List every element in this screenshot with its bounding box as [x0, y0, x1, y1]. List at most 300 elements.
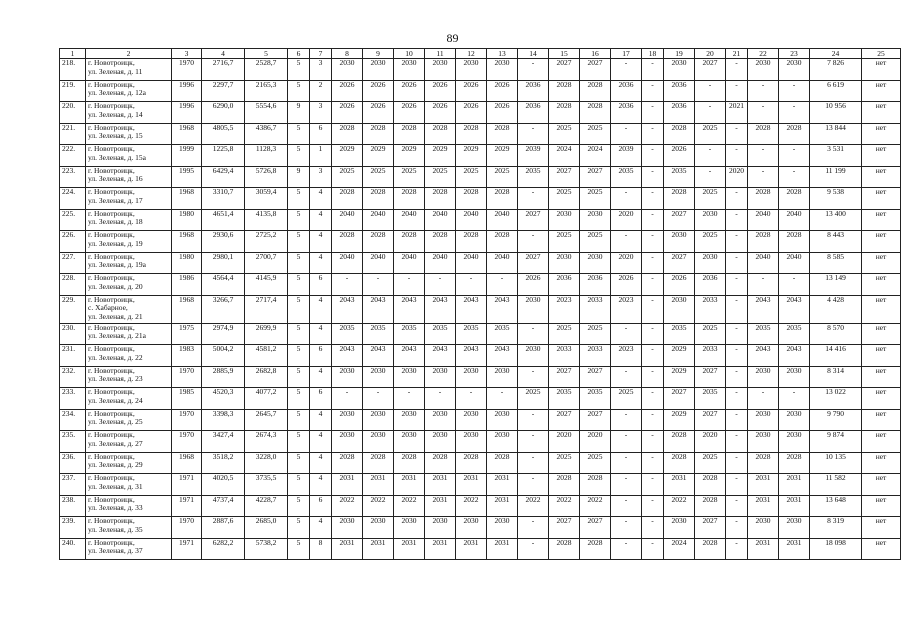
table-cell: 2030: [456, 409, 487, 431]
address-cell: г. Новотроицк, ул. Зеленая, д. 31: [86, 474, 172, 496]
table-cell: 2026: [518, 274, 549, 296]
table-cell: 9 874: [810, 431, 862, 453]
row-number-cell: 233.: [60, 388, 86, 410]
table-cell: -: [611, 323, 642, 345]
table-cell: 2030: [748, 409, 779, 431]
table-cell: 2028: [748, 188, 779, 210]
table-cell: -: [726, 295, 748, 323]
column-number: 23: [779, 49, 810, 59]
table-cell: 5: [288, 431, 310, 453]
table-cell: 1970: [172, 59, 202, 81]
table-cell: 2025: [695, 231, 726, 253]
address-cell: г. Новотроицк, ул. Зеленая, д. 12а: [86, 80, 172, 102]
address-cell: г. Новотроицк, ул. Зеленая, д. 17: [86, 188, 172, 210]
table-cell: 2026: [332, 80, 363, 102]
row-number-cell: 234.: [60, 409, 86, 431]
table-cell: 2025: [580, 123, 611, 145]
table-cell: нет: [862, 388, 901, 410]
table-cell: 2030: [664, 59, 695, 81]
table-cell: 2023: [611, 345, 642, 367]
table-cell: 4: [310, 474, 332, 496]
table-cell: нет: [862, 166, 901, 188]
table-cell: 2030: [518, 345, 549, 367]
table-cell: 2028: [332, 452, 363, 474]
table-cell: 2029: [456, 145, 487, 167]
row-number-cell: 218.: [60, 59, 86, 81]
table-cell: 5: [288, 123, 310, 145]
table-cell: 2036: [518, 102, 549, 124]
table-row: [60, 431, 901, 453]
row-number-cell: 228.: [60, 274, 86, 296]
table-cell: нет: [862, 452, 901, 474]
table-cell: 5: [288, 452, 310, 474]
address-cell: г. Новотроицк, ул. Зеленая, д. 21а: [86, 323, 172, 345]
table-cell: 4: [310, 517, 332, 539]
table-cell: 2025: [549, 231, 580, 253]
table-cell: 4: [310, 323, 332, 345]
address-cell: г. Новотроицк, ул. Зеленая, д. 29: [86, 452, 172, 474]
table-cell: 2030: [394, 409, 425, 431]
table-cell: 2297,7: [202, 80, 245, 102]
table-cell: нет: [862, 102, 901, 124]
table-cell: 2717,4: [245, 295, 288, 323]
table-cell: 2030: [487, 431, 518, 453]
table-cell: 7 826: [810, 59, 862, 81]
table-cell: 2025: [425, 166, 456, 188]
table-cell: 2030: [695, 209, 726, 231]
table-cell: 18 098: [810, 538, 862, 560]
table-cell: 2028: [425, 452, 456, 474]
table-cell: -: [779, 80, 810, 102]
column-number: 11: [425, 49, 456, 59]
address-cell: г. Новотроицк, ул. Зеленая, д. 15а: [86, 145, 172, 167]
table-cell: -: [518, 538, 549, 560]
table-cell: -: [487, 388, 518, 410]
table-cell: 2027: [549, 517, 580, 539]
table-cell: 2030: [456, 431, 487, 453]
table-cell: -: [642, 188, 664, 210]
table-cell: -: [726, 231, 748, 253]
table-cell: 2030: [363, 59, 394, 81]
table-cell: 4145,9: [245, 274, 288, 296]
address-cell: г. Новотроицк, с. Хабарное, ул. Зеленая, д. 21: [86, 295, 172, 323]
table-cell: 2020: [695, 431, 726, 453]
table-cell: -: [518, 452, 549, 474]
table-cell: -: [518, 474, 549, 496]
table-cell: 2030: [518, 295, 549, 323]
table-cell: 2030: [363, 409, 394, 431]
table-cell: 2029: [664, 366, 695, 388]
table-cell: -: [642, 452, 664, 474]
table-cell: 2028: [549, 538, 580, 560]
table-cell: 5: [288, 409, 310, 431]
table-cell: нет: [862, 59, 901, 81]
row-number-cell: 223.: [60, 166, 86, 188]
table-cell: -: [748, 388, 779, 410]
table-row: [60, 209, 901, 231]
table-cell: 4: [310, 366, 332, 388]
table-cell: -: [611, 59, 642, 81]
table-cell: 2028: [487, 188, 518, 210]
table-cell: 2028: [332, 231, 363, 253]
table-cell: 2025: [487, 166, 518, 188]
table-cell: -: [425, 274, 456, 296]
table-cell: 3735,5: [245, 474, 288, 496]
table-row: [60, 274, 901, 296]
table-cell: 2028: [664, 452, 695, 474]
table-cell: 4: [310, 188, 332, 210]
table-cell: 2026: [363, 80, 394, 102]
table-cell: -: [642, 166, 664, 188]
table-cell: 2028: [779, 452, 810, 474]
table-cell: 2030: [695, 252, 726, 274]
table-cell: 13 149: [810, 274, 862, 296]
table-cell: 3427,4: [202, 431, 245, 453]
column-number: 2: [86, 49, 172, 59]
table-cell: 2031: [363, 474, 394, 496]
table-cell: -: [748, 166, 779, 188]
housing-table: [59, 48, 901, 560]
table-cell: 2025: [695, 123, 726, 145]
table-cell: 2030: [394, 366, 425, 388]
table-row: [60, 59, 901, 81]
row-number-cell: 232.: [60, 366, 86, 388]
table-cell: 2043: [748, 345, 779, 367]
table-cell: 2028: [394, 123, 425, 145]
table-cell: -: [611, 409, 642, 431]
table-cell: -: [518, 431, 549, 453]
table-cell: 2030: [664, 231, 695, 253]
table-cell: 2036: [664, 102, 695, 124]
table-cell: 2029: [425, 145, 456, 167]
table-cell: 13 844: [810, 123, 862, 145]
table-cell: -: [642, 538, 664, 560]
table-cell: 2043: [425, 295, 456, 323]
table-cell: 2030: [425, 366, 456, 388]
table-cell: 2020: [611, 252, 642, 274]
table-cell: 2031: [425, 495, 456, 517]
table-cell: 2035: [518, 166, 549, 188]
table-cell: -: [726, 452, 748, 474]
table-cell: 8 585: [810, 252, 862, 274]
table-cell: -: [456, 274, 487, 296]
table-cell: 2031: [487, 495, 518, 517]
address-cell: г. Новотроицк, ул. Зеленая, д. 19: [86, 231, 172, 253]
table-cell: 2027: [664, 209, 695, 231]
table-cell: 3059,4: [245, 188, 288, 210]
table-cell: 2031: [332, 538, 363, 560]
address-cell: г. Новотроицк, ул. Зеленая, д. 22: [86, 345, 172, 367]
table-cell: -: [642, 102, 664, 124]
table-cell: 8: [310, 538, 332, 560]
table-cell: 2025: [363, 166, 394, 188]
table-cell: 2028: [363, 188, 394, 210]
table-row: [60, 474, 901, 496]
table-cell: 4 428: [810, 295, 862, 323]
table-cell: 2028: [580, 80, 611, 102]
table-cell: 9: [288, 102, 310, 124]
table-cell: 5: [288, 59, 310, 81]
row-number-cell: 238.: [60, 495, 86, 517]
table-cell: 13 400: [810, 209, 862, 231]
table-cell: -: [726, 517, 748, 539]
table-cell: 2024: [664, 538, 695, 560]
table-cell: 2024: [580, 145, 611, 167]
table-cell: 2031: [394, 474, 425, 496]
table-cell: 2028: [580, 102, 611, 124]
column-number: 16: [580, 49, 611, 59]
table-cell: 3: [310, 59, 332, 81]
address-cell: г. Новотроицк, ул. Зеленая, д. 11: [86, 59, 172, 81]
table-cell: 2027: [549, 366, 580, 388]
table-row: [60, 145, 901, 167]
table-cell: 2036: [664, 80, 695, 102]
table-cell: -: [726, 431, 748, 453]
table-cell: 2035: [748, 323, 779, 345]
column-number: 3: [172, 49, 202, 59]
table-cell: 2725,2: [245, 231, 288, 253]
table-cell: 4: [310, 252, 332, 274]
table-cell: 2030: [779, 59, 810, 81]
table-cell: 2030: [580, 209, 611, 231]
table-cell: -: [748, 145, 779, 167]
table-cell: 3228,0: [245, 452, 288, 474]
table-cell: 2030: [779, 517, 810, 539]
table-cell: 2029: [487, 145, 518, 167]
table-cell: 2023: [611, 295, 642, 323]
table-cell: 9: [288, 166, 310, 188]
address-cell: г. Новотроицк, ул. Зеленая, д. 18: [86, 209, 172, 231]
table-cell: нет: [862, 366, 901, 388]
table-cell: 2030: [779, 409, 810, 431]
table-cell: 2028: [363, 452, 394, 474]
table-cell: 2025: [549, 123, 580, 145]
table-cell: 3310,7: [202, 188, 245, 210]
table-cell: 2022: [664, 495, 695, 517]
column-number: 14: [518, 49, 549, 59]
table-cell: 2027: [518, 209, 549, 231]
table-cell: 1968: [172, 452, 202, 474]
table-cell: 2027: [695, 366, 726, 388]
table-cell: 2025: [695, 188, 726, 210]
table-cell: 2030: [332, 409, 363, 431]
table-cell: 14 416: [810, 345, 862, 367]
table-cell: 2028: [425, 123, 456, 145]
table-cell: -: [726, 80, 748, 102]
table-cell: 2043: [779, 295, 810, 323]
table-cell: 2027: [580, 517, 611, 539]
table-cell: 2030: [425, 431, 456, 453]
table-cell: -: [748, 102, 779, 124]
table-cell: 1980: [172, 209, 202, 231]
table-cell: 3266,7: [202, 295, 245, 323]
table-cell: 5: [288, 295, 310, 323]
table-cell: -: [642, 345, 664, 367]
table-cell: 2030: [332, 366, 363, 388]
table-cell: 4805,5: [202, 123, 245, 145]
table-cell: 2031: [779, 538, 810, 560]
table-cell: 2020: [580, 431, 611, 453]
table-cell: 2031: [425, 474, 456, 496]
address-cell: г. Новотроицк, ул. Зеленая, д. 23: [86, 366, 172, 388]
table-cell: 2645,7: [245, 409, 288, 431]
table-cell: 2043: [394, 345, 425, 367]
table-cell: 2022: [549, 495, 580, 517]
table-cell: 2031: [779, 495, 810, 517]
table-cell: 2028: [580, 538, 611, 560]
table-cell: 1980: [172, 252, 202, 274]
address-cell: г. Новотроицк, ул. Зеленая, д. 25: [86, 409, 172, 431]
table-cell: 2026: [664, 145, 695, 167]
table-cell: 11 582: [810, 474, 862, 496]
table-cell: 4581,2: [245, 345, 288, 367]
table-cell: 8 570: [810, 323, 862, 345]
table-cell: -: [726, 366, 748, 388]
table-cell: 2030: [363, 431, 394, 453]
table-cell: нет: [862, 188, 901, 210]
address-cell: г. Новотроицк, ул. Зеленая, д. 14: [86, 102, 172, 124]
table-cell: 4077,2: [245, 388, 288, 410]
address-cell: г. Новотроицк, ул. Зеленая, д. 33: [86, 495, 172, 517]
table-cell: 1970: [172, 409, 202, 431]
table-cell: 2043: [332, 295, 363, 323]
table-cell: 2028: [394, 452, 425, 474]
table-cell: 2030: [748, 366, 779, 388]
table-cell: 5: [288, 323, 310, 345]
table-cell: -: [726, 495, 748, 517]
table-cell: 2028: [695, 538, 726, 560]
table-cell: 2033: [549, 345, 580, 367]
table-cell: 2028: [779, 231, 810, 253]
table-cell: 2682,8: [245, 366, 288, 388]
table-cell: 5: [288, 145, 310, 167]
table-cell: 2035: [695, 388, 726, 410]
table-cell: 2031: [363, 538, 394, 560]
table-cell: -: [642, 209, 664, 231]
table-cell: 2022: [394, 495, 425, 517]
table-cell: -: [518, 123, 549, 145]
table-cell: 11 199: [810, 166, 862, 188]
table-cell: 2716,7: [202, 59, 245, 81]
table-cell: -: [518, 231, 549, 253]
table-cell: 2025: [580, 452, 611, 474]
table-cell: 2028: [425, 231, 456, 253]
table-cell: 1970: [172, 366, 202, 388]
column-number: 25: [862, 49, 901, 59]
column-number: 10: [394, 49, 425, 59]
table-cell: 2029: [664, 409, 695, 431]
table-cell: 2028: [695, 474, 726, 496]
table-cell: -: [518, 409, 549, 431]
table-cell: 2040: [779, 252, 810, 274]
table-cell: 2030: [487, 59, 518, 81]
table-cell: 2022: [332, 495, 363, 517]
table-cell: 2025: [456, 166, 487, 188]
address-cell: г. Новотроицк, ул. Зеленая, д. 37: [86, 538, 172, 560]
table-cell: -: [779, 274, 810, 296]
table-cell: 2030: [779, 366, 810, 388]
table-cell: 2026: [425, 80, 456, 102]
table-cell: 2974,9: [202, 323, 245, 345]
row-number-cell: 220.: [60, 102, 86, 124]
table-cell: 2033: [580, 345, 611, 367]
table-cell: 5: [288, 209, 310, 231]
table-cell: 2700,7: [245, 252, 288, 274]
table-row: [60, 517, 901, 539]
row-number-cell: 236.: [60, 452, 86, 474]
table-cell: 2040: [394, 209, 425, 231]
table-cell: 4520,3: [202, 388, 245, 410]
table-cell: 2022: [456, 495, 487, 517]
table-cell: -: [642, 366, 664, 388]
table-cell: 2035: [456, 323, 487, 345]
table-row: [60, 80, 901, 102]
table-cell: 2022: [580, 495, 611, 517]
table-cell: 2043: [456, 345, 487, 367]
table-cell: -: [487, 274, 518, 296]
table-cell: 4: [310, 452, 332, 474]
table-cell: 1971: [172, 538, 202, 560]
table-row: [60, 409, 901, 431]
table-cell: -: [642, 409, 664, 431]
column-number: 22: [748, 49, 779, 59]
table-cell: 2029: [363, 145, 394, 167]
table-cell: 6: [310, 345, 332, 367]
table-cell: 2029: [394, 145, 425, 167]
table-cell: 1996: [172, 102, 202, 124]
table-cell: нет: [862, 274, 901, 296]
table-cell: 2028: [456, 452, 487, 474]
table-cell: -: [611, 231, 642, 253]
table-cell: -: [518, 188, 549, 210]
table-cell: 2028: [456, 231, 487, 253]
table-cell: -: [726, 538, 748, 560]
table-cell: 1986: [172, 274, 202, 296]
table-cell: 3: [310, 102, 332, 124]
table-cell: 5: [288, 80, 310, 102]
table-cell: 2025: [394, 166, 425, 188]
address-cell: г. Новотроицк, ул. Зеленая, д. 27: [86, 431, 172, 453]
table-cell: 2028: [664, 123, 695, 145]
table-cell: 2030: [394, 431, 425, 453]
table-cell: 5554,6: [245, 102, 288, 124]
table-cell: 4: [310, 295, 332, 323]
column-number: 19: [664, 49, 695, 59]
table-cell: -: [332, 274, 363, 296]
table-cell: -: [642, 388, 664, 410]
table-cell: -: [611, 474, 642, 496]
table-cell: 2027: [695, 59, 726, 81]
table-cell: 2030: [487, 517, 518, 539]
table-cell: 2026: [487, 102, 518, 124]
column-number: 13: [487, 49, 518, 59]
table-cell: 2028: [363, 123, 394, 145]
table-cell: 5738,2: [245, 538, 288, 560]
table-cell: 2027: [580, 409, 611, 431]
table-cell: 2165,3: [245, 80, 288, 102]
table-row: [60, 123, 901, 145]
table-cell: 2031: [456, 474, 487, 496]
table-cell: 2030: [549, 252, 580, 274]
table-cell: 2699,9: [245, 323, 288, 345]
column-number: 15: [549, 49, 580, 59]
column-number: 7: [310, 49, 332, 59]
table-cell: -: [642, 274, 664, 296]
table-cell: 2030: [363, 366, 394, 388]
table-cell: нет: [862, 345, 901, 367]
table-cell: 2043: [779, 345, 810, 367]
table-cell: 2030: [487, 366, 518, 388]
